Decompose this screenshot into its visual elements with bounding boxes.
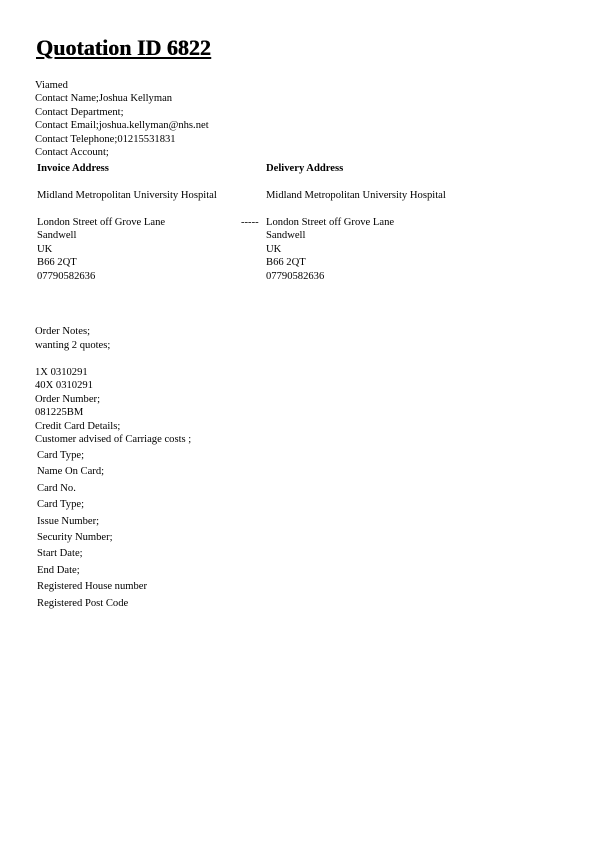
order-line-item: 40X 0310291 <box>35 380 93 391</box>
page-title: Quotation ID 6822 <box>36 35 211 60</box>
invoice-postcode: B66 2QT <box>37 257 77 268</box>
contact-department: Contact Department; <box>35 107 124 118</box>
delivery-postcode: B66 2QT <box>266 257 306 268</box>
invoice-phone: 07790582636 <box>37 271 96 282</box>
name-on-card-field: Name On Card; <box>37 466 105 477</box>
invoice-address-heading: Invoice Address <box>37 163 109 174</box>
delivery-town: Sandwell <box>266 230 306 241</box>
order-number-value: 081225BM <box>35 407 84 418</box>
issue-number-field: Issue Number; <box>37 516 100 527</box>
delivery-street: London Street off Grove Lane <box>266 217 395 228</box>
contact-email: Contact Email;joshua.kellyman@nhs.net <box>35 120 209 131</box>
contact-telephone: Contact Telephone;01215531831 <box>35 134 176 145</box>
registered-house-number-field: Registered House number <box>37 581 148 592</box>
security-number-field: Security Number; <box>37 532 113 543</box>
start-date-field: Start Date; <box>37 548 83 559</box>
card-number-field: Card No. <box>37 483 76 494</box>
delivery-address-heading: Delivery Address <box>266 163 344 174</box>
end-date-field: End Date; <box>37 565 80 576</box>
invoice-organisation: Midland Metropolitan University Hospital <box>37 190 217 201</box>
order-number-label: Order Number; <box>35 394 101 405</box>
invoice-country: UK <box>37 244 53 255</box>
address-separator: ----- <box>241 217 259 228</box>
order-line-item: 1X 0310291 <box>35 367 88 378</box>
card-type-field: Card Type; <box>37 499 85 510</box>
contact-name: Contact Name;Joshua Kellyman <box>35 93 173 104</box>
supplier-name: Viamed <box>35 80 68 91</box>
card-type-field: Card Type; <box>37 450 85 461</box>
delivery-country: UK <box>266 244 282 255</box>
credit-card-details-label: Credit Card Details; <box>35 421 121 432</box>
order-notes-label: Order Notes; <box>35 326 91 337</box>
delivery-phone: 07790582636 <box>266 271 325 282</box>
registered-post-code-field: Registered Post Code <box>37 598 129 609</box>
invoice-town: Sandwell <box>37 230 77 241</box>
invoice-street: London Street off Grove Lane <box>37 217 166 228</box>
delivery-organisation: Midland Metropolitan University Hospital <box>266 190 446 201</box>
order-notes-value: wanting 2 quotes; <box>35 340 111 351</box>
contact-account: Contact Account; <box>35 147 109 158</box>
carriage-costs-label: Customer advised of Carriage costs ; <box>35 434 192 445</box>
